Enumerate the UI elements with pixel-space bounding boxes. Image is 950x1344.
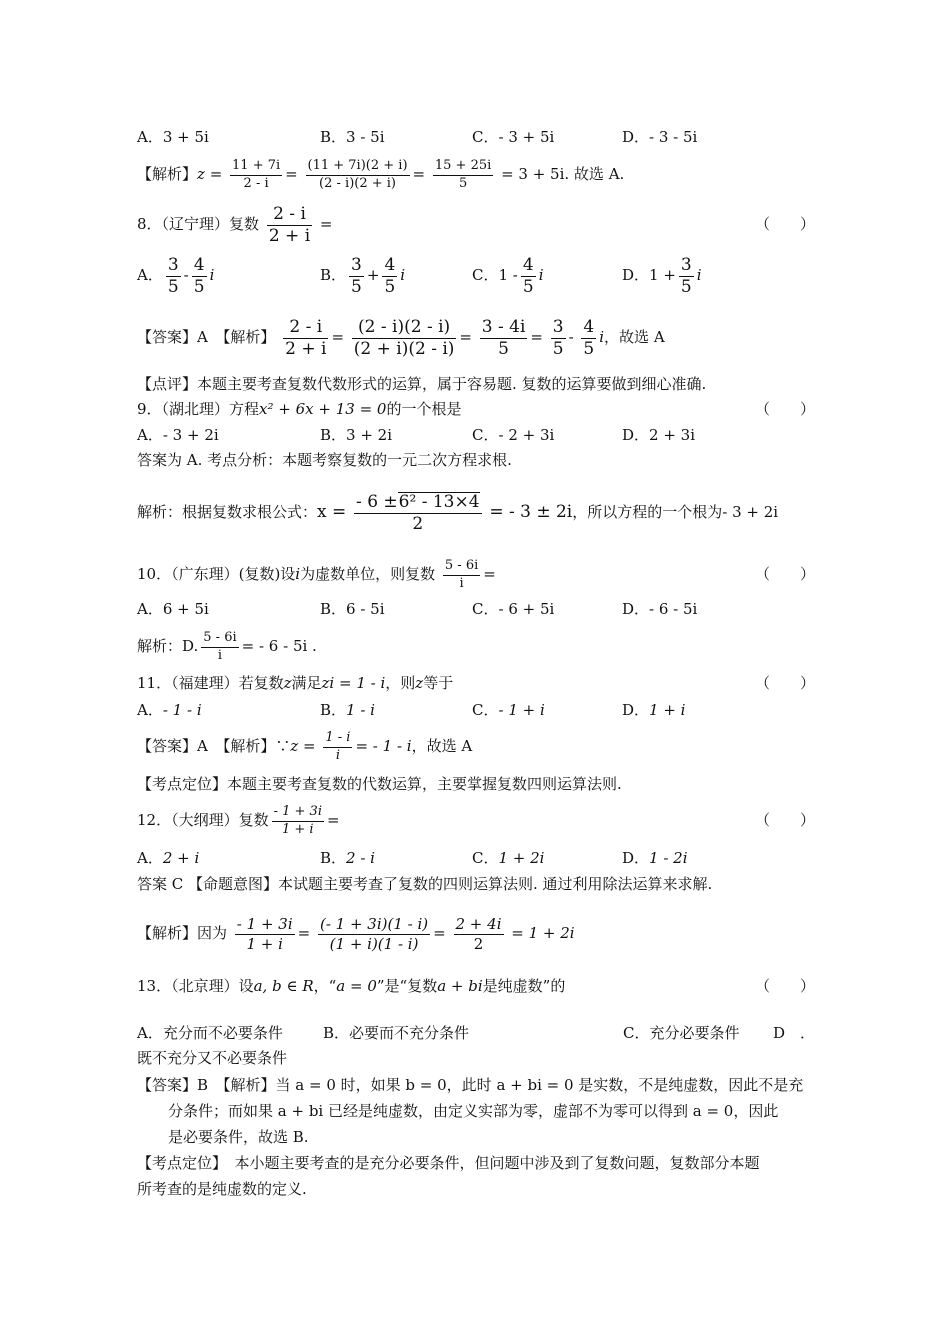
- q12-answer: 答案 C 【命题意图】本试题主要考查了复数的四则运算法则. 通过利用除法运算来求解.: [137, 875, 713, 893]
- q7-option-a: A．3 + 5i: [137, 128, 209, 146]
- q8-options: [137, 252, 815, 298]
- q12-options: [137, 845, 815, 871]
- q10-option-a: A．6 + 5i: [137, 600, 209, 618]
- q12-option-c: C．1 + 2i: [472, 849, 545, 867]
- q7-option-c: C．- 3 + 5i: [472, 128, 555, 146]
- q9-option-a: A．- 3 + 2i: [137, 426, 219, 444]
- q11-option-d: D．1 + i: [622, 701, 686, 719]
- q11-option-b: B．1 - i: [320, 701, 375, 719]
- q9-options: [137, 422, 815, 448]
- q13-answer-line-1: 【答案】B 【解析】当 a = 0 时，如果 b = 0，此时 a + bi = 0 是实数，不是纯虚数，因此不是充: [137, 1076, 804, 1094]
- q13-answer-line-3: 是必要条件，故选 B.: [168, 1128, 309, 1146]
- q10-solution: 解析：D. $\frac{5 - 6i}{i}$ = - 6 - 5i .: [137, 630, 317, 663]
- q13-stem: 13．（北京理）设a, b ∈ R，“a = 0”是“复数a + bi是纯虚数”的 （ ）: [137, 977, 815, 995]
- q9-answer: 答案为 A. 考点分析：本题考察复数的一元二次方程求根.: [137, 451, 512, 469]
- q8-option-c: C．1 - $\frac{4}{5}$ i: [472, 254, 544, 297]
- q13-option-c: C．充分必要条件: [623, 1024, 740, 1042]
- q9-option-b: B．3 + 2i: [320, 426, 393, 444]
- q7-option-d: D．- 3 - 5i: [622, 128, 698, 146]
- q11-stem: 11．（福建理）若复数z满足zi = 1 - i，则z等于 （ ）: [137, 674, 815, 692]
- q10-option-b: B．6 - 5i: [320, 600, 385, 618]
- q7-frac-1: $\frac{11 + 7i}{2 - i}$: [232, 158, 281, 191]
- q13-option-d: 既不充分又不必要条件: [137, 1049, 288, 1067]
- q12-solution: 【解析】因为 $\frac{- 1 + 3i}{1 + i}$ = $\frac{(- 1 + 3i)(1 - i)}{(1 + i)(1 - i)}$ = $\frac{2 + 4i}{2}$ = 1 + 2i: [137, 915, 575, 953]
- q8-note: 【点评】本题主要考查复数代数形式的运算，属于容易题. 复数的运算要做到细心准确.: [137, 375, 707, 393]
- q7-option-b: B．3 - 5i: [320, 128, 385, 146]
- q7-options: [137, 124, 815, 150]
- q11-options: [137, 697, 815, 723]
- q8-option-b: B． $\frac{3}{5}$ + $\frac{4}{5}$ i: [320, 254, 406, 297]
- q13-note-line-2: 所考查的是纯虚数的定义.: [137, 1180, 307, 1198]
- q7-frac-2: $\frac{(11 + 7i)(2 + i)}{(2 - i)(2 + i)}$: [307, 158, 408, 191]
- q9-stem: 9．（湖北理）方程x² + 6x + 13 = 0的一个根是 （ ）: [137, 400, 815, 418]
- q9-option-c: C．- 2 + 3i: [472, 426, 555, 444]
- q11-option-a: A．- 1 - i: [137, 701, 202, 719]
- q13-answer-line-2: 分条件；而如果 a + bi 已经是纯虚数，由定义实部为零，虚部不为零可以得到 a = 0，因此: [168, 1102, 779, 1120]
- q10-stem: 10．（广东理）(复数)设i为虚数单位，则复数 $\frac{5 - 6i}{i}$ = （ ）: [137, 558, 815, 591]
- q12-option-b: B．2 - i: [320, 849, 375, 867]
- q8-option-a: A． $\frac{3}{5}$ - $\frac{4}{5}$ i: [137, 254, 215, 297]
- q13-note-line-1: 【考点定位】 本小题主要考查的是充分必要条件，但问题中涉及到了复数问题，复数部分本题: [137, 1154, 760, 1172]
- q8-stem: 8．（辽宁理）复数 $\frac{2 - i}{2 + i}$ = （ ）: [137, 203, 815, 246]
- q11-answer: 【答案】A 【解析】∵z = $\frac{1 - i}{i}$ = - 1 - i，故选 A: [137, 730, 473, 763]
- q11-option-c: C．- 1 + i: [472, 701, 545, 719]
- q11-note: 【考点定位】本题主要考查复数的代数运算，主要掌握复数四则运算法则.: [137, 775, 622, 793]
- q7-solution: 【解析】z = $\frac{11 + 7i}{2 - i}$ = $\frac{(11 + 7i)(2 + i)}{(2 - i)(2 + i)}$ = $\frac{15 + 25i}{5}$ = 3 + 5i. 故选 A.: [137, 158, 625, 191]
- q13-options: [137, 1020, 815, 1046]
- q8-frac: $\frac{2 - i}{2 + i}$: [268, 203, 311, 246]
- q8-answer: 【答案】A 【解析】 $\frac{2 - i}{2 + i}$ = $\frac{(2 - i)(2 - i)}{(2 + i)(2 - i)}$ = $\frac{3 - 4i}{5}$ = $\frac{3}{5}$ - $\frac{4}{5}$ i，故选 A: [137, 316, 665, 359]
- q10-option-d: D．- 6 - 5i: [622, 600, 698, 618]
- q12-option-a: A．2 + i: [137, 849, 200, 867]
- q10-option-c: C．- 6 + 5i: [472, 600, 555, 618]
- q13-option-d-label: D ．: [772, 1024, 815, 1042]
- q8-option-d: D．1 + $\frac{3}{5}$ i: [622, 254, 702, 297]
- q13-option-b: B．必要而不充分条件: [323, 1024, 470, 1042]
- q10-options: [137, 596, 815, 622]
- q9-solution: 解析：根据复数求根公式：x = $\frac{\text{- 6 ±6² - 13×4}}{2}$ = - 3 ± 2i，所以方程的一个根为- 3 + 2i: [137, 492, 779, 534]
- q12-option-d: D．1 - 2i: [622, 849, 688, 867]
- q9-option-d: D．2 + 3i: [622, 426, 696, 444]
- q7-frac-3: $\frac{15 + 25i}{5}$: [434, 158, 492, 191]
- q12-stem: 12．（大纲理）复数 $\frac{- 1 + 3i}{1 + i}$ = （ ）: [137, 804, 815, 837]
- q13-option-a: A．充分而不必要条件: [137, 1024, 283, 1042]
